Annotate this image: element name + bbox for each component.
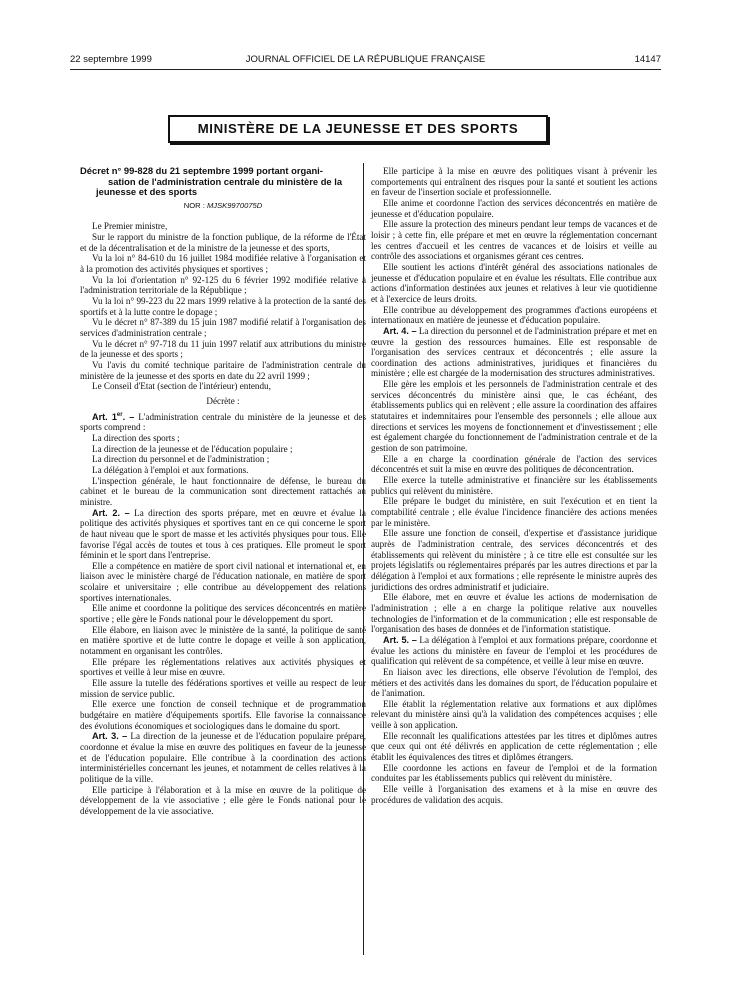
paragraph: Elle participe à l'élaboration et à la mise en œuvre de la politique de développement de la vie associative ; elle gère le Fonds national pour le développement de la vie associative. [80, 784, 366, 816]
paragraph: Elle assure une fonction de conseil, d'expertise et d'assistance juridique auprès de l'administration centrale, des services déconcentrés et des établissements qui relèvent du ministère ; à ce titre elle est consultée sur les projets législatifs ou réglementaires préparés par les autres directions et par la délégation à l'emploi et aux formations ; elle représente le ministre auprès des juridictions des ordres administratif et judiciaire. [371, 528, 657, 592]
paragraph: Vu le décret n° 97-718 du 11 juin 1997 relatif aux attributions du ministre de la jeunesse et des sports ; [80, 338, 366, 360]
list-item: La direction des sports ; [92, 432, 180, 443]
article-1 [80, 410, 366, 433]
article-text: La délégation à l'emploi et aux formations prépare, coordonne et évalue les actions du ministère en faveur de l'emploi et les procédures de qualification qui relèvent de sa compétence, et veille à leur mise en œuvre. [371, 634, 657, 667]
decree-title-continuation: sation de l'administration centrale du ministère de la jeunesse et des sports [96, 175, 343, 198]
article-5 [371, 635, 657, 667]
paragraph: Elle veille à l'organisation des examens et à la mise en œuvre des procédures de validation des acquis. [371, 784, 657, 805]
nor-code: MJSK9970075D [206, 200, 263, 210]
paragraph: Vu la loi n° 84-610 du 16 juillet 1984 modifiée relative à l'organisation et à la promotion des activités physiques et sportives ; [80, 253, 366, 275]
article-text: La direction de la jeunesse et de l'éducation populaire prépare, coordonne et évalue la mise en œuvre des politiques en faveur de la jeunesse et de l'éducation populaire. Elle contribue à la coordination des actions interministérielles concernant les jeunes, et notamment de celles relatives à la politique de la ville. [80, 731, 366, 784]
paragraph: Elle reconnaît les qualifications attestées par les titres et diplômes autres que ceux qui ont été délivrés en application de cette réglementation ; elle établit les équivalences des titres et diplômes étrangers. [371, 730, 657, 763]
paragraph: Le Conseil d'Etat (section de l'intérieur) entendu, [92, 381, 271, 392]
article-label: Art. 2. – [92, 507, 130, 518]
paragraph: Le Premier ministre, [92, 221, 168, 232]
left-column [80, 166, 366, 817]
paragraph: Elle anime et coordonne la politique des services déconcentrés en matière sportive ; elle gère le Fonds national pour le développement du sport. [80, 603, 366, 625]
nor-reference [80, 201, 366, 212]
header-journal-title: JOURNAL OFFICIEL DE LA RÉPUBLIQUE FRANÇAISE [245, 54, 486, 65]
paragraph: Elle a en charge la coordination générale de l'action des services déconcentrés et suit la mise en œuvre des politiques de déconcentration. [371, 453, 657, 475]
paragraph: Elle prépare les réglementations relatives aux activités physiques et sportives et veille à leur mise en œuvre. [80, 656, 366, 678]
paragraph: Vu la loi d'orientation n° 92-125 du 6 février 1992 modifiée relative à l'administration territoriale de la République ; [80, 274, 366, 296]
paragraph: Vu le décret n° 87-389 du 15 juin 1987 modifié relatif à l'organisation des services d'administration centrale ; [80, 317, 366, 338]
header-rule [70, 69, 661, 70]
paragraph: Elle anime et coordonne l'action des services déconcentrés en matière de jeunesse et d'éducation populaire. [371, 197, 657, 219]
paragraph: Vu l'avis du comité technique paritaire de l'administration centrale du ministère de la jeunesse et des sports en date du 22 avril 1999 ; [80, 359, 366, 381]
list-item: La délégation à l'emploi et aux formations. [92, 464, 249, 475]
article-label: Art. 5. – [383, 634, 417, 645]
list-item: La direction du personnel et de l'administration ; [92, 454, 270, 465]
paragraph: Elle prépare le budget du ministère, en suit l'exécution et en tient la comptabilité centrale ; elle évalue l'incidence financière des actions menées par le ministère. [371, 496, 657, 528]
article-2 [80, 508, 366, 561]
article-4 [371, 326, 657, 379]
right-column [371, 166, 657, 805]
paragraph: Elle contribue au développement des programmes d'actions européens et internationaux en matière de jeunesse et d'éducation populaire. [371, 304, 657, 326]
article-label-end: . – [122, 411, 135, 422]
paragraph: Elle assure la tutelle des fédérations sportives et veille au respect de leur mission de service public. [80, 678, 366, 699]
paragraph: Elle a compétence en matière de sport civil national et international et, en liaison avec le ministère chargé de l'éducation nationale, en matière de sport scolaire et universitaire ; elle contribue au développement des relations sportives internationales. [80, 560, 366, 603]
paragraph: Vu la loi n° 99-223 du 22 mars 1999 relative à la protection de la santé des sportifs et à la lutte contre le dopage ; [80, 296, 366, 317]
article-label-sup: er [116, 411, 123, 418]
paragraph: Elle élabore, met en œuvre et évalue les actions de modernisation de l'administration ; elle a en charge la politique relative aux nouvelles technologies de l'information et de la communication ; elle est responsable de l'organisation des bases de données et de l'information statistique. [371, 592, 657, 635]
article-3 [80, 731, 366, 784]
page-header [70, 54, 661, 68]
paragraph: Elle coordonne les actions en faveur de l'emploi et de la formation conduites par les établissements publics qui relèvent du ministère. [371, 762, 657, 784]
decree-title: Décret n° 99-828 du 21 septembre 1999 portant organi- [80, 165, 323, 176]
article-text: L'administration centrale du ministère de la jeunesse et des sports comprend : [80, 411, 366, 433]
list-item: La direction de la jeunesse et de l'éducation populaire ; [92, 443, 293, 454]
nor-label: NOR : [183, 200, 205, 210]
article-label [92, 412, 134, 422]
article-label-text: Art. 1 [92, 411, 117, 422]
paragraph: Elle élabore, en liaison avec le ministère de la santé, la politique de santé en matière sportive et de lutte contre le dopage et veille à son application, notamment en organisant les contrôles. [80, 624, 366, 657]
paragraph: Elle exerce une fonction de conseil technique et de programmation budgétaire en matière d'équipements sportifs. Elle favorise la connaissance des évolutions économiques et sociologiques dans le domaine du sport. [80, 699, 366, 731]
article-text: La direction des sports prépare, met en œuvre et évalue la politique des activités physiques et sportives tant en ce qui concerne le sport de haut niveau que le sport de masse et les activités physiques pour tous. Elle favorise l'égal accès de toutes et tous à ces pratiques. Elle promeut le sport féminin et le sport dans l'entreprise. [80, 507, 366, 561]
paragraph: L'inspection générale, le haut fonctionnaire de défense, le bureau du cabinet et le bureau de la communication sont directement rattachés au ministre. [80, 475, 366, 507]
paragraph: Elle gère les emplois et les personnels de l'administration centrale et des services déconcentrés du ministère ainsi que, le cas échéant, des établissements publics qui en relèvent ; elle assure la coordination des affaires statutaires et indemnitaires pour l'ensemble des personnels ; elle alloue aux directions et services les moyens de fonctionnement et d'investissement ; elle est également chargée du fonctionnement de l'administration centrale et de la gestion de son patrimoine. [371, 379, 657, 454]
paragraph: Elle soutient les actions d'intérêt général des associations nationales de jeunesse et d'éducation populaire et en évalue les résultats. Elle contribue aux actions d'information destinées aux jeunes et relatives à leur vie quotidienne et à l'exercice de leurs droits. [371, 261, 657, 304]
header-date: 22 septembre 1999 [70, 54, 152, 65]
article-text: La direction du personnel et de l'administration prépare et met en œuvre la gestion des ressources humaines. Elle est responsable de l'organisation des services centraux et déconcentrés ; elle assure la coordination des actions administratives, juridiques et financières du ministère ; elle est chargée de la modernisation des structures administratives. [371, 325, 657, 379]
article-label: Art. 3. – [92, 731, 128, 742]
header-page-number: 14147 [634, 54, 661, 65]
paragraph: Elle participe à la mise en œuvre des politiques visant à prévenir les comportements qui entraînent des risques pour la santé et soutient les actions en faveur de l'insertion sociale et professionnelle. [371, 166, 657, 198]
article-label: Art. 4. – [383, 325, 417, 336]
ministry-title-box: MINISTÈRE DE LA JEUNESSE ET DES SPORTS [168, 115, 548, 143]
paragraph: Elle établit la réglementation relative aux formations et aux diplômes relevant du ministère ainsi qu'à la validation des compétences acquises ; elle veille à son application. [371, 698, 657, 731]
paragraph: Elle exerce la tutelle administrative et financière sur les établissements publics qui relèvent du ministère. [371, 475, 657, 496]
decrete-heading: Décrète : [206, 395, 240, 406]
paragraph: En liaison avec les directions, elle observe l'évolution de l'emploi, des métiers et des activités dans les domaines du sport, de l'éducation populaire et de l'animation. [371, 666, 657, 699]
paragraph: Elle assure la protection des mineurs pendant leur temps de vacances et de loisir ; à cette fin, elle prépare et met en œuvre la réglementation concernant les centres d'accueil et les centres de vacances et de loisirs et veille au contrôle des associations et organismes gérant ces centres. [371, 219, 657, 262]
paragraph: Sur le rapport du ministre de la fonction publique, de la réforme de l'État et de la décentralisation et de la ministre de la jeunesse et des sports, [80, 232, 366, 253]
